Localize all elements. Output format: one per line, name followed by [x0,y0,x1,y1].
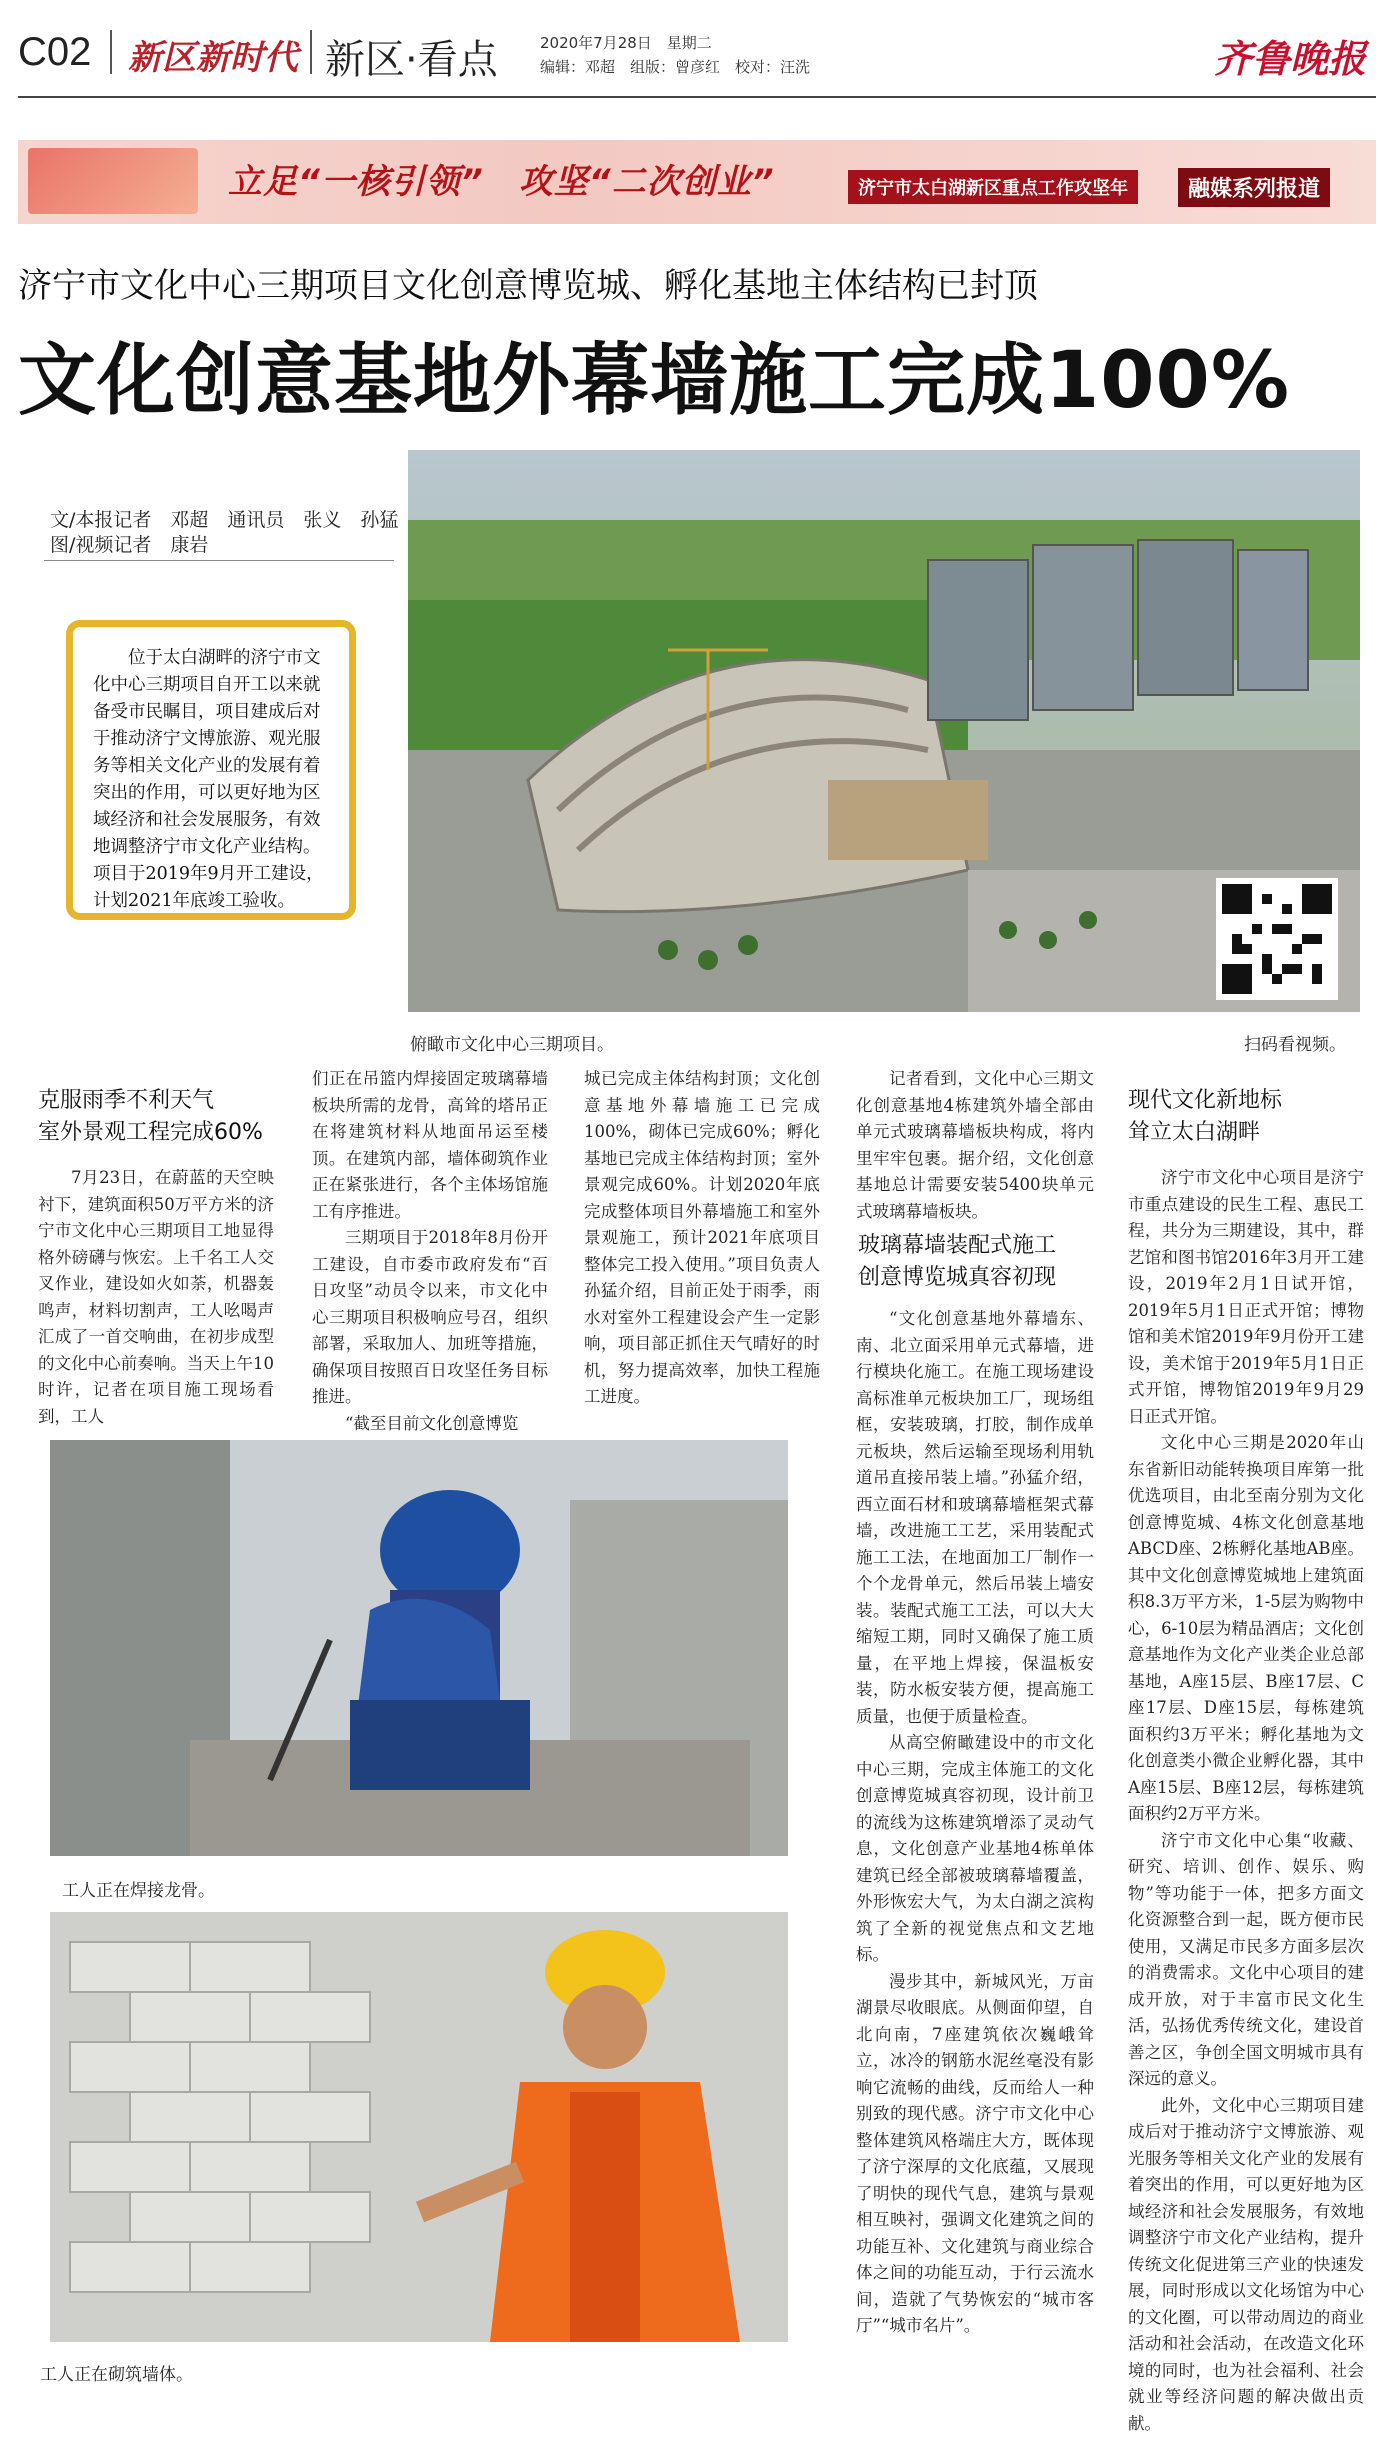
column-1 [38,1165,274,1430]
bricklaying-photo-caption: 工人正在砌筑墙体。 [40,2360,193,2385]
column-4 [856,1066,1094,1225]
welding-photo [50,1440,788,1856]
paragraph: “截至目前文化创意博览 [312,1411,548,1438]
editor-line: 编辑：邓超 组版：曾彦红 校对：汪洗 [540,56,810,77]
byline-text: 文/本报记者 邓超 通讯员 张义 孙猛 [50,505,398,532]
paragraph: 济宁市文化中心集“收藏、研究、培训、创作、娱乐、购物”等功能于一体，把多方面文化资源整合到一起，既方便市民使用，又满足市民多方面多层次的消费需求。文化中心项目的建成开放，对于丰富市民文化生活，弘扬优秀传统文化，建设首善之区，争创全国文明城市具有深远的意义。 [1128,1828,1364,2093]
lead-summary: 位于太白湖畔的济宁市文化中心三期项目自开工以来就备受市民瞩目，项目建成后对于推动济宁文博旅游、观光服务等相关文化产业的发展有着突出的作用，可以更好地为区域经济和社会发展服务，有效地调整济宁市文化产业结构。项目于2019年9月开工建设，计划2021年底竣工验收。 [66,620,356,920]
subhead-3-line1: 现代文化新地标 [1128,1085,1282,1117]
brand-logo: 齐鲁晚报 [1214,28,1366,83]
header-divider [310,30,312,74]
column-title: 新区新时代 [128,30,298,79]
byline-rule [44,560,394,561]
qr-code-icon [1222,884,1332,994]
banner-illustration [28,148,198,214]
column-2 [312,1066,548,1437]
subhead-1 [38,1085,263,1149]
subhead-2-line1: 玻璃幕墙装配式施工 [858,1230,1056,1262]
subhead-1-line2: 室外景观工程完成60% [38,1117,263,1149]
header-rule [18,96,1376,98]
paragraph: 文化中心三期是2020年山东省新旧动能转换项目库第一批优选项目，由北至南分别为文化创意博览城、4栋文化创意基地ABCD座、2栋孵化基地AB座。其中文化创意博览城地上建筑面积8.3万平方米，1-5层为购物中心，6-10层为精品酒店；文化创意基地作为文化产业类企业总部基地，A座15层、B座17层、C座17层、D座15层，每栋建筑面积约3万平米；孵化基地为文化创意类小微企业孵化器，其中A座15层、B座12层，每栋建筑面积约2万平方米。 [1128,1430,1364,1828]
paragraph: 们正在吊篮内焊接固定玻璃幕墙板块所需的龙骨，高耸的塔吊正在将建筑材料从地面吊运至楼顶。在建筑内部，墙体砌筑作业正在紧张进行，各个主体场馆施工有序推进。 [312,1066,548,1225]
subhead-2 [858,1230,1056,1294]
byline-photo: 图/视频记者 康岩 [50,530,208,557]
paragraph: “文化创意基地外幕墙东、南、北立面采用单元式幕墙，进行模块化施工。在施工现场建设高标准单元板块加工厂，现场组框，安装玻璃，打胶，制作成单元板块，然后运输至现场利用轨道吊直接吊装上墙。”孙猛介绍，西立面石材和玻璃幕墙框架式幕墙，改进施工工艺，采用装配式施工工法，在地面加工厂制作一个个龙骨单元，然后吊装上墙安装。装配式施工工法，可以大大缩短工期，同时又确保了施工质量，在平地上焊接，保温板安装，防水板安装方便，提高施工质量，也便于质量检查。 [856,1306,1094,1730]
article-headline: 文化创意基地外幕墙施工完成100% [18,318,1290,430]
paragraph: 7月23日，在蔚蓝的天空映衬下，建筑面积50万平方米的济宁市文化中心三期项目工地显得格外磅礴与恢宏。上千名工人交叉作业，建设如火如荼，机器轰鸣声，材料切割声，工人吆喝声汇成了一首交响曲，在初步成型的文化中心前奏响。当天上午10时许，记者在项目施工现场看到，工人 [38,1165,274,1430]
subhead-3-line2: 耸立太白湖畔 [1128,1117,1282,1149]
paragraph: 记者看到，文化中心三期文化创意基地4栋建筑外墙全部由单元式玻璃幕墙板块构成，将内里牢牢包裹。据介绍，文化创意基地总计需要安装5400块单元式玻璃幕墙板块。 [856,1066,1094,1225]
header-divider [110,30,112,74]
welding-photo-illustration [50,1440,788,1856]
subhead-2-line2: 创意博览城真容初现 [858,1262,1056,1294]
paragraph: 漫步其中，新城风光，万亩湖景尽收眼底。从侧面仰望，自北向南，7座建筑依次巍峨耸立，冰冷的钢筋水泥丝毫没有影响它流畅的曲线，反而给人一种别致的现代感。济宁市文化中心整体建筑风格端庄大方，既体现了济宁深厚的文化底蕴，又展现了明快的现代气息，建筑与景观相互映衬，强调文化建筑之间的功能互补、文化建筑与商业综合体之间的功能互动，于行云流水间，造就了气势恢宏的“城市客厅”“城市名片”。 [856,1969,1094,2340]
banner-slogan: 立足“一核引领” 攻坚“二次创业” [228,154,775,203]
qr-caption: 扫码看视频。 [1244,1030,1346,1055]
aerial-photo [408,450,1360,1012]
page-number: C02 [18,30,91,75]
qr-code[interactable] [1216,878,1338,1000]
paragraph: 从高空俯瞰建设中的市文化中心三期，完成主体施工的文化创意博览城真容初现，设计前卫的流线为这栋建筑增添了灵动气息，文化创意产业基地4栋单体建筑已经全部被玻璃幕墙覆盖，外形恢宏大气，为太白湖之滨构筑了全新的视觉焦点和文艺地标。 [856,1730,1094,1969]
section-title: 新区·看点 [325,28,498,85]
subhead-3 [1128,1085,1282,1149]
article-subhead: 济宁市文化中心三期项目文化创意博览城、孵化基地主体结构已封顶 [18,258,1038,307]
bricklaying-photo [50,1912,788,2342]
column-3 [584,1066,820,1411]
subhead-1-line1: 克服雨季不利天气 [38,1085,263,1117]
paragraph: 三期项目于2018年8月份开工建设，自市委市政府发布“百日攻坚”动员令以来，市文化中心三期项目积极响应号召，组织部署，采取加人、加班等措施，确保项目按照百日攻坚任务目标推进。 [312,1225,548,1411]
column-4-continued [856,1306,1094,2340]
banner-tag: 济宁市太白湖新区重点工作攻坚年 [848,170,1138,204]
banner-series: 融媒系列报道 [1178,168,1330,207]
column-5 [1128,1165,1364,2437]
paragraph: 此外，文化中心三期项目建成后对于推动济宁文博旅游、观光服务等相关文化产业的发展有着突出的作用，可以更好地为区域经济和社会发展服务，有效地调整济宁市文化产业结构，提升传统文化促进第三产业的快速发展，同时形成以文化场馆为中心的文化圈，可以带动周边的商业活动和社会活动，在改造文化环境的同时，也为社会福利、社会就业等经济问题的解决做出贡献。 [1128,2093,1364,2437]
bricklaying-photo-illustration [50,1912,788,2342]
aerial-photo-caption: 俯瞰市文化中心三期项目。 [410,1030,614,1055]
series-banner [18,140,1376,224]
paragraph: 济宁市文化中心项目是济宁市重点建设的民生工程、惠民工程，共分为三期建设，其中，群艺馆和图书馆2016年3月开工建设，2019年2月1日试开馆，2019年5月1日正式开馆；博物馆和美术馆2019年9月份开工建设，美术馆于2019年5月1日正式开馆，博物馆2019年9月29日正式开馆。 [1128,1165,1364,1430]
date-line: 2020年7月28日 星期二 [540,32,712,53]
welding-photo-caption: 工人正在焊接龙骨。 [62,1876,215,1901]
paragraph: 城已完成主体结构封顶；文化创意基地外幕墙施工已完成100%，砌体已完成60%；孵化基地已完成主体结构封顶；室外景观完成60%。计划2020年底完成整体项目外幕墙施工和室外景观施工，预计2021年底项目整体完工投入使用。”项目负责人孙猛介绍，目前正处于雨季，雨水对室外工程建设会产生一定影响，项目部正抓住天气晴好的时机，努力提高效率，加快工程施工进度。 [584,1066,820,1411]
